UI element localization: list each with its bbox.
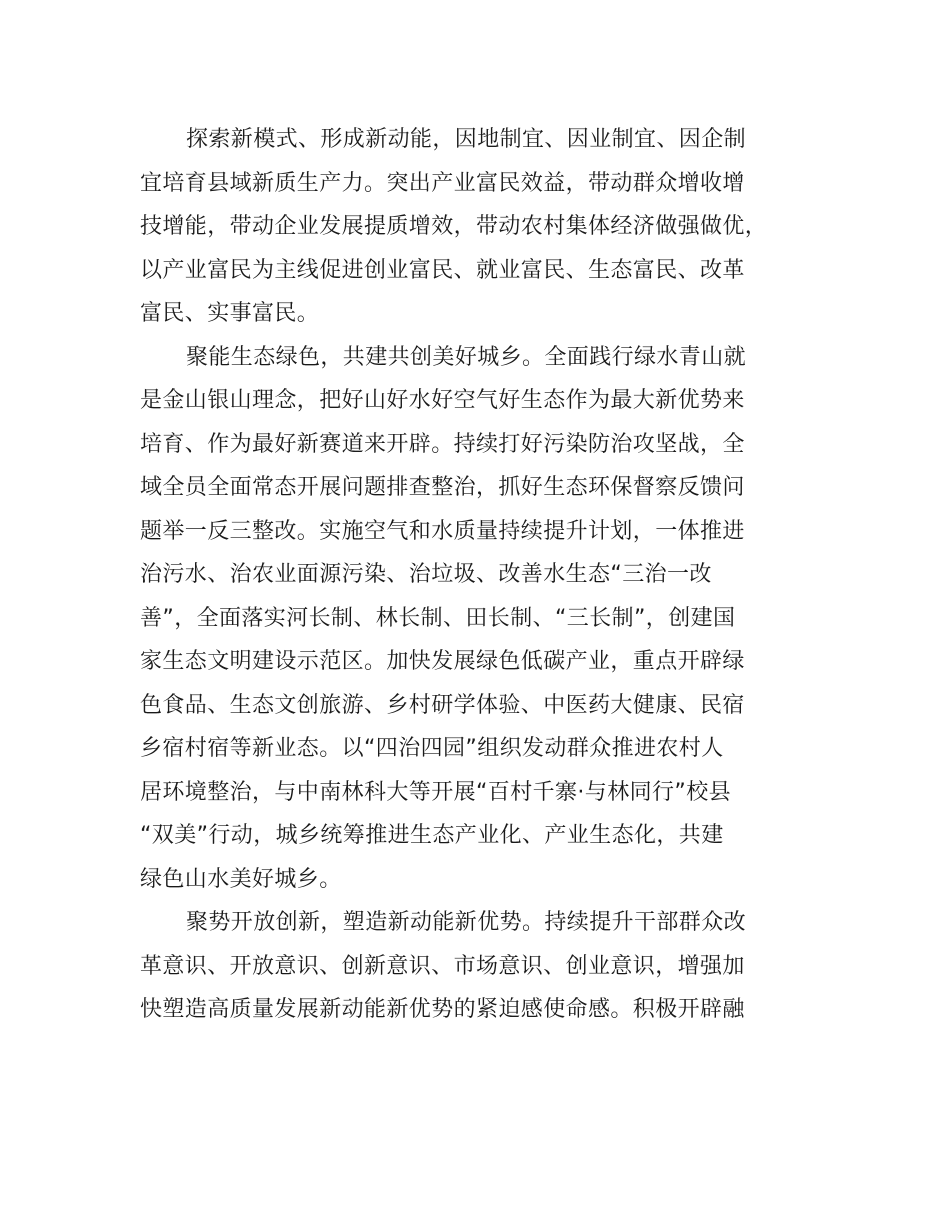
paragraph-1 [140,118,832,336]
text-line: 以产业富民为主线促进创业富民、就业富民、生态富民、改革 [140,257,745,283]
paragraph-2 [140,336,832,902]
text-line: 绿色山水美好城乡。 [140,866,342,892]
text-line: 居环境整治，与中南林科大等开展“百村千寨·与林同行”校县 [140,779,731,805]
text-line: 家生态文明建设示范区。加快发展绿色低碳产业，重点开辟绿 [140,649,745,674]
text-line: 色食品、生态文创旅游、乡村研学体验、中医药大健康、民宿 [140,692,745,718]
text-line: 革意识、开放意识、创新意识、市场意识、创业意识，增强加 [140,953,745,979]
text-line: 域全员全面常态开展问题排查整治，抓好生态环保督察反馈问 [140,475,745,500]
text-line: 是金山银山理念，把好山好水好空气好生态作为最大新优势来 [140,388,745,413]
text-line: 技增能，带动企业发展提质增效，带动农村集体经济做强做优， [140,214,768,239]
text-line: 题举一反三整改。实施空气和水质量持续提升计划，一体推进 [140,518,745,544]
document-body [140,118,832,1032]
text-line: 富民、实事富民。 [140,301,320,326]
text-line: 探索新模式、形成新动能，因地制宜、因业制宜、因企制 [186,127,747,152]
text-line: 善”，全面落实河长制、林长制、田长制、“三长制”，创建国 [140,605,736,631]
text-line: 培育、作为最好新赛道来开辟。持续打好污染防治攻坚战，全 [140,431,745,457]
text-line: 聚能生态绿色，共建共创美好城乡。全面践行绿水青山就 [186,344,747,370]
text-line: 乡宿村宿等新业态。以“四治四园”组织发动群众推进农村人 [140,736,724,761]
text-line: 聚势开放创新，塑造新动能新优势。持续提升干部群众改 [186,910,747,935]
paragraph-3 [140,901,832,1032]
text-line: 快塑造高质量发展新动能新优势的紧迫感使命感。积极开辟融 [140,997,745,1022]
text-line: “双美”行动，城乡统筹推进生态产业化、产业生态化，共建 [140,823,724,848]
text-line: 治污水、治农业面源污染、治垃圾、改善水生态“三治一改 [140,562,712,587]
text-line: 宜培育县域新质生产力。突出产业富民效益，带动群众增收增 [140,170,745,196]
